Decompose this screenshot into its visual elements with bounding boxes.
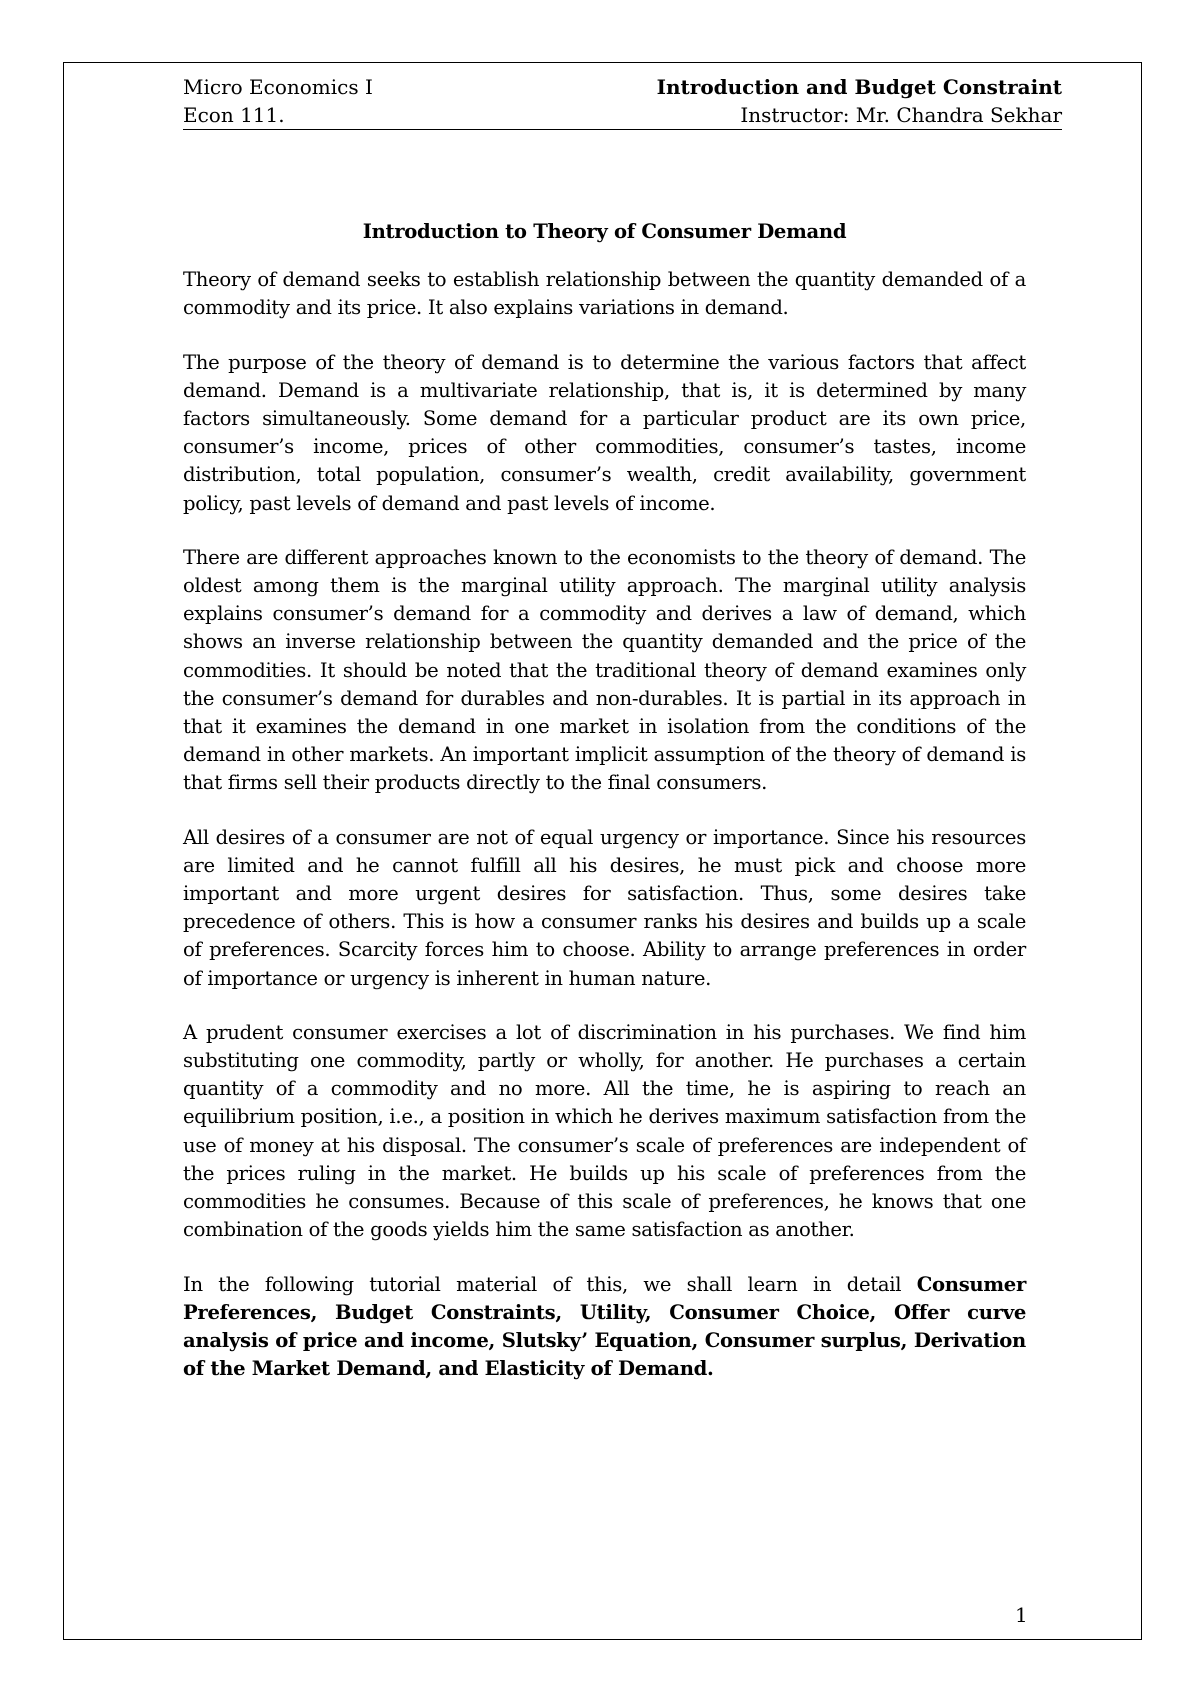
page-number: 1: [1015, 1603, 1028, 1627]
paragraph-6-intro: In the following tutorial material of this, we shall learn in detail: [183, 1272, 917, 1296]
header-row-top: [183, 73, 1062, 101]
instructor-name: Instructor: Mr. Chandra Sekhar: [740, 103, 1062, 127]
paragraph-3: There are different approaches known to the economists to the theory of demand. The oldest among them is the marginal utility approach. The marginal utility analysis explains consumer’s demand for a commodity and derives a law of demand, which shows an inverse relationship between the quantity demanded and the price of the commodities. It should be noted that the traditional theory of demand examines only the consumer’s demand for durables and non-durables. It is partial in its approach in that it examines the demand in one market in isolation from the conditions of the demand in other markets. An important implicit assumption of the theory of demand is that firms sell their products directly to the final consumers.: [183, 545, 1026, 795]
course-code: Econ 111.: [183, 103, 285, 127]
paragraph-1: Theory of demand seeks to establish relationship between the quantity demanded of a commodity and its price. It also explains variations in demand.: [183, 268, 1026, 320]
document-body: [183, 218, 1026, 1409]
document-topic: Introduction and Budget Constraint: [656, 75, 1062, 99]
paragraph-2: The purpose of the theory of demand is to determine the various factors that affect demand. Demand is a multivariate relationship, that is, it is determined by many factors simultaneously. Some demand for a particular product are its own price, consumer’s income, prices of other commodities, consumer’s tastes, income distribution, total population, consumer’s wealth, credit availability, government policy, past levels of demand and past levels of income.: [183, 350, 1026, 515]
paragraph-5: A prudent consumer exercises a lot of discrimination in his purchases. We find him substituting one commodity, partly or wholly, for another. He purchases a certain quantity of a commodity and no more. All the time, he is aspiring to reach an equilibrium position, i.e., a position in which he derives maximum satisfaction from the use of money at his disposal. The consumer’s scale of preferences are independent of the prices ruling in the market. He builds up his scale of preferences from the commodities he consumes. Because of this scale of preferences, he knows that one combination of the goods yields him the same satisfaction as another.: [183, 1020, 1026, 1242]
paragraph-4: All desires of a consumer are not of equal urgency or importance. Since his resources are limited and he cannot fulfill all his desires, he must pick and choose more important and more urgent desires for satisfaction. Thus, some desires take precedence of others. This is how a consumer ranks his desires and builds up a scale of preferences. Scarcity forces him to choose. Ability to arrange preferences in order of importance or urgency is inherent in human nature.: [183, 825, 1026, 990]
paragraph-6: [183, 1271, 1026, 1384]
paragraph-6-topics: Consumer Preferences, Budget Constraints, Utility, Consumer Choice, Offer curve analysis of price and income, Slutsky’ Equation, Consumer surplus, Derivation of the Market Demand, and Elasticity of Demand.: [183, 1272, 1026, 1381]
course-name: Micro Economics I: [183, 75, 373, 99]
header-row-bottom: [183, 101, 1062, 130]
document-title: Introduction to Theory of Consumer Demand: [362, 220, 847, 243]
